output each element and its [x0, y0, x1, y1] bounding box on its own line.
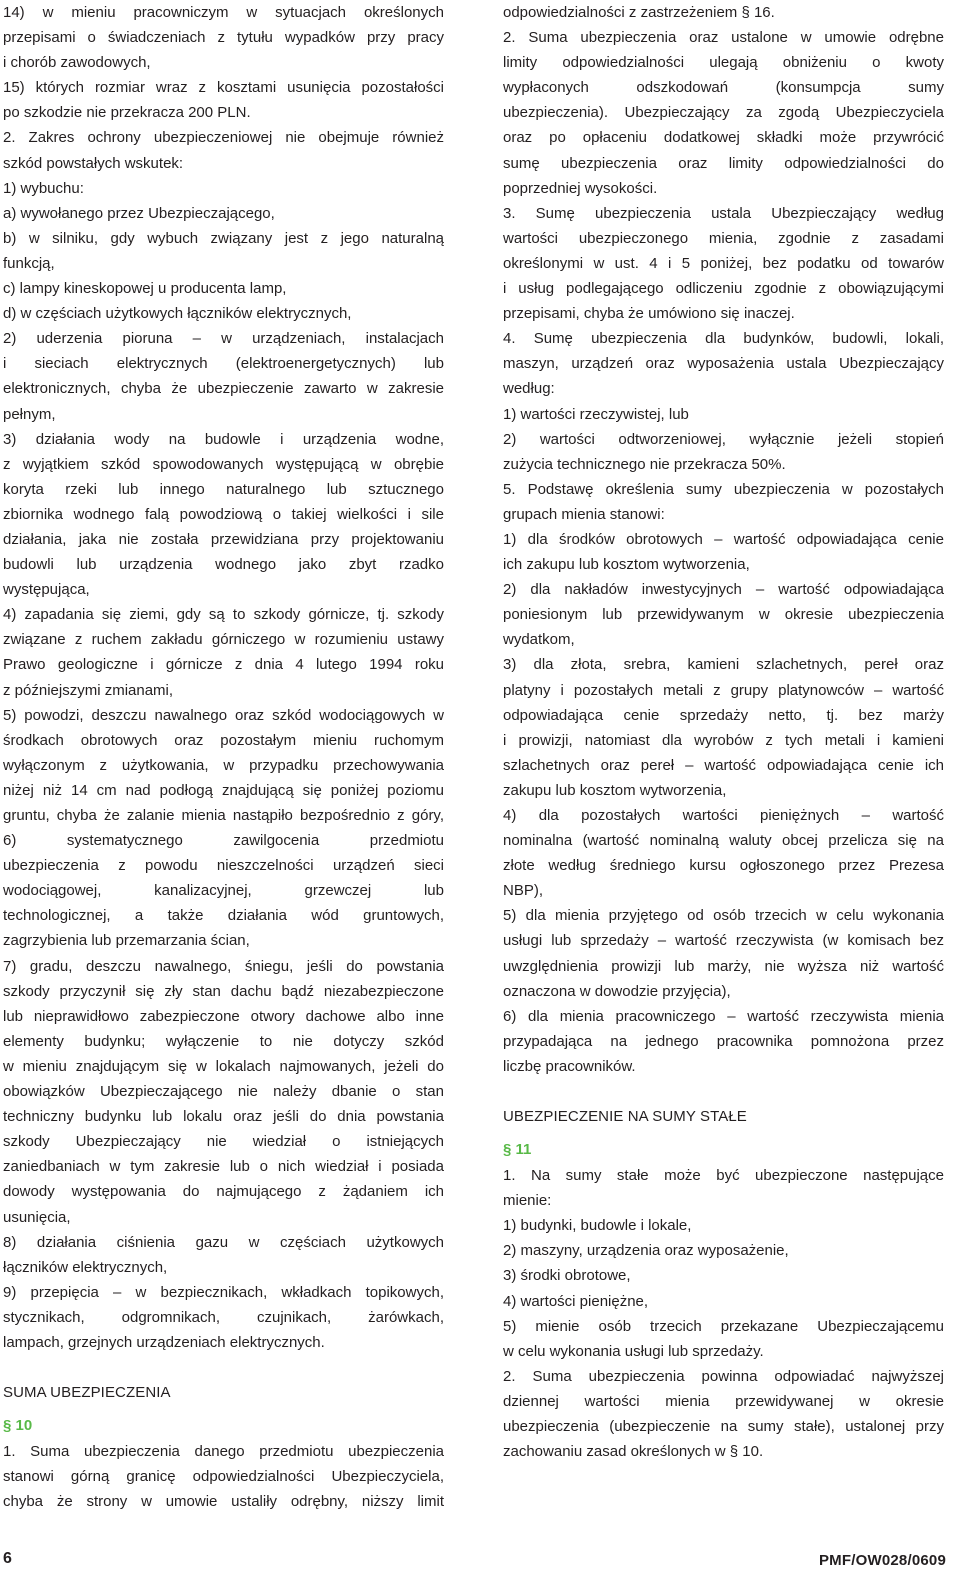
text-line: limity odpowiedzialności ulegają obniżeniu o kwoty — [503, 54, 944, 72]
section-number-11: § 11 — [503, 1141, 532, 1159]
text-line: środkach obrotowych oraz pozostałym mieniu ruchomym — [3, 731, 444, 749]
text-line: dowody występowania do najmującego z żądaniem ich — [3, 1183, 444, 1201]
text-line: złote według średniego kursu ogłoszonego przez Prezesa — [503, 857, 944, 875]
text-line: występująca, — [3, 581, 90, 599]
text-line: d) w częściach użytkowych łączników elektrycznych, — [3, 305, 352, 323]
right-text-top — [503, 0, 944, 1079]
text-line: 4) zapadania się ziemi, gdy są to szkody górnicze, tj. szkody — [3, 606, 444, 624]
text-line: 2) dla nakładów inwestycyjnych – wartość odpowiadająca — [503, 581, 944, 599]
text-line: po szkodzie nie przekracza 200 PLN. — [3, 104, 251, 122]
text-line: 2) maszyny, urządzenia oraz wyposażenie, — [503, 1242, 789, 1260]
left-column — [3, 0, 444, 1514]
text-line: i usług podlegającego odliczeniu zgodnie z obowiązującymi — [503, 280, 944, 298]
text-line: zakupu lub kosztom wytworzenia, — [503, 781, 727, 799]
text-line: 7) gradu, deszczu nawalnego, śniegu, jeśli do powstania — [3, 957, 444, 975]
text-line: 4) dla pozostałych wartości pieniężnych – wartość — [503, 807, 944, 824]
text-line: zużycia technicznego nie przekracza 50%. — [503, 455, 786, 473]
text-line: 2) uderzenia pioruna – w urządzeniach, instalacjach — [3, 330, 444, 348]
text-line: wyłączonym z użytkowania, w przypadku przechowywania — [3, 756, 444, 774]
text-line: elementy budynku; wyłączenie to nie dotyczy szkód — [3, 1032, 444, 1050]
text-line: z wyjątkiem szkód spowodowanych występującą w obrębie — [3, 455, 444, 473]
text-line: z późniejszymi zmianami, — [3, 681, 174, 699]
text-line: 5) mienie osób trzecich przekazane Ubezpieczającemu — [503, 1317, 944, 1335]
text-line: według: — [503, 380, 555, 398]
text-line: sumę ubezpieczenia oraz limity odpowiedzialności do — [503, 154, 944, 172]
text-line: 2. Suma ubezpieczenia powinna odpowiadać najwyższej — [503, 1367, 944, 1385]
text-line: lub nieprawidłowo zabezpieczone otwory dachowe albo inne — [3, 1007, 444, 1025]
text-line: 2. Suma ubezpieczenia oraz ustalone w umowie odrębne — [503, 29, 944, 47]
text-line: przepisami o świadczeniach z tytułu wypadków przy pracy — [3, 29, 444, 47]
text-line: określonymi w ust. 4 i 5 poniżej, bez podatku od towarów — [503, 254, 944, 272]
text-line: c) lampy kineskopowej u producenta lamp, — [3, 280, 287, 298]
text-line: 1) wybuchu: — [3, 179, 84, 197]
heading-suma-ubezpieczenia: SUMA UBEZPIECZENIA — [3, 1384, 171, 1402]
right-column — [503, 0, 944, 1464]
page-number: 6 — [3, 1550, 12, 1567]
text-line: 6) systematycznego zawilgocenia przedmiotu — [3, 832, 444, 850]
text-line: łączników elektrycznych, — [3, 1258, 168, 1276]
text-line: 5) dla mienia przyjętego od osób trzecich w celu wykonania — [503, 907, 944, 925]
text-line: stycznikach, odgromnikach, czujnikach, żarówkach, — [3, 1308, 444, 1326]
text-line: platyny i pozostałych metali z grupy platynowców – wartość — [503, 681, 944, 699]
text-line: dziennej wartości mienia przewidywanej w okresie — [503, 1392, 944, 1410]
text-line: zachowaniu zasad określonych w § 10. — [503, 1443, 764, 1461]
text-line: wypłaconych odszkodowań (konsumpcja sumy — [503, 79, 944, 97]
text-line: Prawo geologiczne i górnicze z dnia 4 lutego 1994 roku — [3, 656, 444, 674]
text-line: uwzględnienia prowizji lub marży, nie wyższa niż wartość — [503, 957, 944, 975]
text-line: 2. Zakres ochrony ubezpieczeniowej nie obejmuje również — [3, 129, 444, 147]
text-line: wodociągowej, kanalizacyjnej, grzewczej lub — [3, 882, 444, 900]
section-number-10: § 10 — [3, 1417, 33, 1435]
text-line: poniesionym lub przewidywanym w okresie ubezpieczenia — [503, 606, 944, 624]
text-line: b) w silniku, gdy wybuch związany jest z jego naturalną — [3, 229, 444, 247]
text-line: szlachetnych oraz pereł – wartość odpowiadająca cenie ich — [503, 756, 944, 774]
text-line: 1) wartości rzeczywistej, lub — [503, 405, 689, 423]
text-line: liczbę pracowników. — [503, 1057, 636, 1075]
text-line: 3) środki obrotowe, — [503, 1267, 631, 1285]
text-line: technologicznej, a także działania wód gruntowych, — [3, 907, 444, 925]
text-line: ubezpieczenia z powodu nieszczelności urządzeń sieci — [3, 857, 444, 875]
text-line: zbiornika wodnego falą powodziową o takiej wielkości i sile — [3, 505, 444, 523]
text-line: przypadająca na jednego pracownika pomnożona przez — [503, 1032, 944, 1050]
text-line: funkcją, — [3, 254, 55, 272]
text-line: szkody przyczynił się zły stan dachu bądź niezabezpieczone — [3, 982, 444, 1000]
text-line: zaniedbaniach w tym zakresie lub o nich wiedział i posiada — [3, 1158, 444, 1176]
text-line: 1. Suma ubezpieczenia danego przedmiotu ubezpieczenia — [3, 1443, 444, 1461]
text-line: 6) dla mienia pracowniczego – wartość rzeczywista mienia — [503, 1007, 944, 1025]
text-line: chyba że strony w umowie ustaliły odrębny, niższy limit — [3, 1493, 444, 1511]
right-text-bottom — [503, 1163, 944, 1464]
text-line: a) wywołanego przez Ubezpieczającego, — [3, 204, 275, 222]
text-line: NBP), — [503, 882, 544, 900]
text-line: mienie: — [503, 1192, 552, 1210]
text-line: poprzedniej wysokości. — [503, 179, 658, 197]
text-line: usunięcia, — [3, 1208, 71, 1226]
text-line: 3) dla złota, srebra, kamieni szlachetnych, pereł oraz — [503, 656, 944, 674]
text-line: w celu wykonania usługi lub sprzedaży. — [503, 1342, 764, 1360]
text-line: ubezpieczenia (ubezpieczenie na sumy stałe), ustalonej przy — [503, 1417, 944, 1435]
text-line: przepisami, chyba że umówiono się inaczej. — [503, 305, 795, 323]
text-line: oraz po opłaceniu dodatkowej składki może przywrócić — [503, 129, 944, 147]
text-line: budowli lub urządzenia wodnego jako zbyt rzadko — [3, 556, 444, 574]
text-line: 9) przepięcia – w bezpiecznikach, wkładkach topikowych, — [3, 1283, 444, 1301]
text-line: 1. Na sumy stałe może być ubezpieczone następujące — [503, 1167, 944, 1185]
text-line: szkody Ubezpieczający nie wiedział o istniejących — [3, 1133, 444, 1151]
text-line: 5) powodzi, deszczu nawalnego oraz szkód wodociągowych w — [3, 706, 444, 724]
text-line: odpowiadająca cenie sprzedaży netto, tj. bez marży — [503, 706, 944, 724]
text-line: 3) działania wody na budowle i urządzenia wodne, — [3, 430, 444, 448]
left-text-bottom — [3, 1439, 444, 1514]
text-line: 1) budynki, budowle i lokale, — [503, 1217, 692, 1235]
text-line: obowiązków Ubezpieczającego nie należy dbanie o stan — [3, 1083, 444, 1101]
text-line: maszyn, urządzeń oraz wyposażenia ustala Ubezpieczający — [503, 355, 944, 373]
text-line: stanowi górną granicę odpowiedzialności Ubezpieczyciela, — [3, 1468, 444, 1486]
text-line: wydatkom, — [503, 631, 575, 649]
left-text-top — [3, 0, 444, 1355]
text-line: wartości ubezpieczonego mienia, zgodnie z zasadami — [503, 229, 944, 247]
text-line: usługi lub sprzedaży – wartość rzeczywista (w komisach bez — [503, 932, 944, 950]
text-line: niżej niż 14 cm nad podłogą znajdującą się poniżej poziomu — [3, 781, 444, 799]
text-line: 15) których rozmiar wraz z kosztami usunięcia pozostałości — [3, 79, 444, 97]
text-line: i prowizji, natomiast dla wyrobów z tych metali i kamieni — [503, 731, 944, 749]
heading-ubezpieczenie-na-sumy-stale: UBEZPIECZENIE NA SUMY STAŁE — [503, 1108, 747, 1126]
text-line: nominalna (wartość nominalną waluty obcej przelicza się na — [503, 832, 944, 850]
text-line: gruntu, chyba że zalanie mienia nastąpiło bezpośrednio z góry, — [3, 807, 444, 824]
text-line: lampach, grzejnych urządzeniach elektrycznych. — [3, 1333, 325, 1351]
text-line: działania, jaka nie została przewidziana przy projektowaniu — [3, 530, 444, 548]
text-line: grupach mienia stanowi: — [503, 505, 665, 523]
text-line: oznaczona w dowodzie przyjęcia), — [503, 982, 731, 1000]
text-line: ubezpieczenia). Ubezpieczający za zgodą Ubezpieczyciela — [503, 104, 944, 122]
text-line: i chorób zawodowych, — [3, 54, 151, 72]
text-line: odpowiedzialności z zastrzeżeniem § 16. — [503, 4, 775, 21]
text-line: 4) wartości pieniężne, — [503, 1292, 649, 1310]
text-line: 3. Sumę ubezpieczenia ustala Ubezpieczający według — [503, 204, 944, 222]
text-line: szkód powstałych wskutek: — [3, 154, 184, 172]
text-line: elektronicznych, chyba że ubezpieczenie zawarto w zakresie — [3, 380, 444, 398]
text-line: zagrzybienia lub przemarzania ścian, — [3, 932, 250, 950]
text-line: 4. Sumę ubezpieczenia dla budynków, budowli, lokali, — [503, 330, 944, 348]
text-line: 8) działania ciśnienia gazu w częściach użytkowych — [3, 1233, 444, 1251]
text-line: i sieciach elektrycznych (elektroenergetycznych) lub — [3, 355, 444, 373]
text-line: 2) wartości odtworzeniowej, wyłącznie jeżeli stopień — [503, 430, 944, 448]
text-line: pełnym, — [3, 405, 56, 423]
text-line: ich zakupu lub kosztom wytworzenia, — [503, 556, 750, 574]
document-code: PMF/OW028/0609 — [818, 1552, 946, 1569]
text-line: techniczny budynku lub lokalu oraz jeśli do dnia powstania — [3, 1108, 444, 1126]
text-line: 5. Podstawę określenia sumy ubezpieczenia w pozostałych — [503, 480, 944, 498]
text-line: w mieniu znajdującym się w lokalach najmowanych, jeżeli do — [3, 1057, 444, 1075]
text-line: koryta rzeki lub innego naturalnego lub sztucznego — [3, 480, 444, 498]
text-line: 1) dla środków obrotowych – wartość odpowiadająca cenie — [503, 530, 944, 548]
text-line: 14) w mieniu pracowniczym w sytuacjach określonych — [3, 4, 444, 21]
text-line: związane z ruchem zakładu górniczego w rozumieniu ustawy — [3, 631, 444, 649]
